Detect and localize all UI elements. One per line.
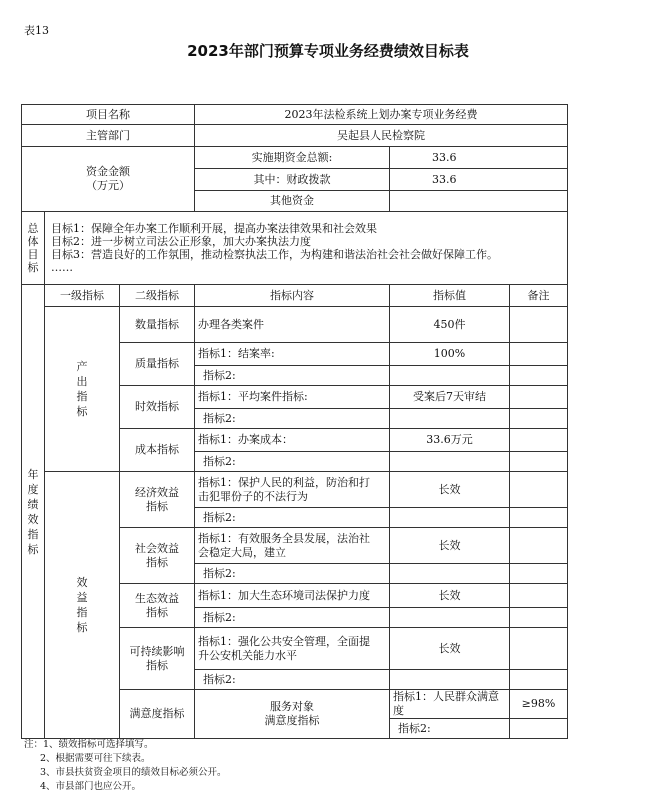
cost-indicator: 成本指标: [120, 429, 195, 472]
goal-line: ……: [51, 261, 73, 274]
cost-note-1: [510, 429, 568, 452]
service-indicator: [195, 690, 390, 739]
quality-value-2: [390, 366, 510, 386]
cost-value-1: 33.6万元: [390, 429, 510, 452]
total-fund-value: 33.6: [390, 147, 568, 169]
timeliness-indicator: 时效指标: [120, 386, 195, 429]
social-value-1: 长效: [390, 528, 510, 564]
page-title: 2023年部门预算专项业务经费绩效目标表: [187, 42, 469, 60]
ecological-name-1: 生态效益: [135, 591, 179, 605]
ecological-value-1: 长效: [390, 584, 510, 608]
service-name-2: 满意度指标: [264, 714, 320, 727]
quantity-note: [510, 307, 568, 343]
cost-note-2: [510, 452, 568, 472]
department-label: 主管部门: [22, 125, 195, 147]
overall-goals-label: [22, 212, 45, 285]
cost-value-2: [390, 452, 510, 472]
footnotes: [24, 738, 227, 794]
table-row: [22, 105, 568, 125]
table-row: [22, 285, 568, 307]
side-char: 指: [27, 527, 39, 541]
footnote-line: 4、市县部门也应公开。: [40, 781, 142, 792]
timeliness-value-2: [390, 409, 510, 429]
fiscal-fund-value: 33.6: [390, 169, 568, 191]
table-row: [22, 212, 568, 285]
ecological-content-1: 指标1：加大生态环境司法保护力度: [195, 584, 390, 608]
sustainable-content-1b: 升公安机关能力水平: [198, 648, 297, 662]
fund-amount-label: [22, 147, 195, 212]
project-name-label: 项目名称: [22, 105, 195, 125]
goal-line: 目标1：保障全年办案工作顺利开展，提高办案法律效果和社会效果: [51, 222, 377, 235]
economic-content-1: [195, 472, 390, 508]
sustainable-indicator: [120, 628, 195, 690]
side-char: 效: [27, 512, 39, 526]
economic-name-1: 经济效益: [135, 485, 179, 499]
benefit-char: 效: [76, 576, 88, 589]
other-fund-value: [390, 191, 568, 212]
social-name-2: 指标: [146, 555, 168, 569]
ecological-note-1: [510, 584, 568, 608]
ecological-value-2: [390, 608, 510, 628]
timeliness-content-2: 指标2:: [195, 409, 390, 429]
cost-content-1: 指标1：办案成本：: [195, 429, 390, 452]
service-value-1: ≥98%: [510, 690, 568, 719]
benefit-char: 益: [76, 591, 88, 604]
timeliness-note-2: [510, 409, 568, 429]
table-row: [22, 307, 568, 343]
output-char: 标: [76, 405, 88, 418]
other-fund-label: 其他资金: [195, 191, 390, 212]
header-level2: 二级指标: [120, 285, 195, 307]
economic-content-1a: 指标1：保护人民的利益，防治和打: [198, 475, 370, 489]
sustainable-name-2: 指标: [146, 658, 168, 672]
goals-char: 目: [27, 248, 39, 261]
goal-line: 目标3：营造良好的工作氛围，推动检察执法工作，为构建和谐法治社会社会做好保障工作。: [51, 248, 498, 261]
fiscal-fund-label: 其中：财政拨款: [195, 169, 390, 191]
ecological-content-2: 指标2:: [195, 608, 390, 628]
benefit-char: 指: [76, 606, 88, 619]
quality-note-1: [510, 343, 568, 366]
quantity-content: 办理各类案件: [195, 307, 390, 343]
ecological-note-2: [510, 608, 568, 628]
goals-char: 标: [27, 261, 39, 274]
service-name-1: 服务对象: [270, 700, 314, 713]
department-value: 吴起县人民检察院: [195, 125, 568, 147]
output-indicators-label: [45, 307, 120, 472]
goal-line: 目标2：进一步树立司法公正形象，加大办案执法力度: [51, 235, 311, 248]
sustainable-value-1: 长效: [390, 628, 510, 670]
quality-indicator: 质量指标: [120, 343, 195, 386]
sustainable-value-2: [390, 670, 510, 690]
quality-content-1: 指标1：结案率:: [195, 343, 390, 366]
sustainable-note-2: [510, 670, 568, 690]
table-number-tag: 表13: [24, 24, 49, 37]
benefit-indicators-label: [45, 472, 120, 739]
table-row: [22, 147, 568, 169]
header-content: 指标内容: [195, 285, 390, 307]
service-content-2: 指标2:: [390, 719, 510, 739]
service-value-2: [510, 719, 568, 739]
social-content-2: 指标2:: [195, 564, 390, 584]
goals-char: 总: [27, 222, 39, 235]
sustainable-content-1: [195, 628, 390, 670]
service-content-1: 指标1：人民群众满意度: [390, 690, 510, 719]
side-char: 标: [27, 542, 39, 556]
quality-value-1: 100%: [390, 343, 510, 366]
output-char: 产: [76, 360, 88, 373]
quantity-indicator: 数量指标: [120, 307, 195, 343]
economic-note-1: [510, 472, 568, 508]
social-note-2: [510, 564, 568, 584]
social-content-1b: 会稳定大局，建立: [198, 545, 286, 559]
economic-value-1: 长效: [390, 472, 510, 508]
satisfaction-indicators-label: 满意度指标: [120, 690, 195, 739]
timeliness-value-1: 受案后7天审结: [390, 386, 510, 409]
footnote-line: 3、市县扶贫资金项目的绩效目标必须公开。: [40, 767, 227, 778]
side-char: 绩: [27, 497, 39, 511]
footnote-line: 2、根据需要可往下续表。: [40, 753, 151, 764]
cost-content-2: 指标2:: [195, 452, 390, 472]
sustainable-content-2: 指标2:: [195, 670, 390, 690]
quantity-value: 450件: [390, 307, 510, 343]
footnote-line: 注：1、绩效指标可选择填写。: [24, 739, 154, 750]
sustainable-name-1: 可持续影响: [129, 644, 185, 658]
economic-indicator: [120, 472, 195, 528]
fund-amount-label-line1: 资金金额: [86, 165, 130, 178]
social-name-1: 社会效益: [135, 541, 179, 555]
fund-amount-label-line2: （万元）: [86, 179, 130, 192]
ecological-indicator: [120, 584, 195, 628]
overall-goals-content: [45, 212, 568, 285]
social-content-1a: 指标1：有效服务全县发展，法治社: [198, 531, 370, 545]
economic-name-2: 指标: [146, 499, 168, 513]
ecological-name-2: 指标: [146, 605, 168, 619]
quality-note-2: [510, 366, 568, 386]
social-value-2: [390, 564, 510, 584]
total-fund-label: 实施期资金总额:: [195, 147, 390, 169]
sustainable-note-1: [510, 628, 568, 670]
table-row: [22, 472, 568, 508]
quality-content-2: 指标2:: [195, 366, 390, 386]
goals-char: 体: [27, 235, 39, 248]
output-char: 指: [76, 390, 88, 403]
timeliness-content-1: 指标1：平均案件指标:: [195, 386, 390, 409]
economic-note-2: [510, 508, 568, 528]
project-name-value: 2023年法检系统上划办案专项业务经费: [195, 105, 568, 125]
economic-content-1b: 击犯罪份子的不法行为: [198, 489, 308, 503]
social-note-1: [510, 528, 568, 564]
social-content-1: [195, 528, 390, 564]
output-char: 出: [76, 375, 88, 388]
economic-content-2: 指标2:: [195, 508, 390, 528]
sustainable-content-1a: 指标1：强化公共安全管理，全面提: [198, 634, 370, 648]
performance-target-table: [21, 104, 568, 739]
header-level1: 一级指标: [45, 285, 120, 307]
header-value: 指标值: [390, 285, 510, 307]
side-char: 度: [27, 482, 39, 496]
side-char: 年: [27, 467, 39, 481]
annual-performance-label: [22, 285, 45, 739]
economic-value-2: [390, 508, 510, 528]
timeliness-note-1: [510, 386, 568, 409]
table-row: [22, 125, 568, 147]
benefit-char: 标: [76, 621, 88, 634]
social-indicator: [120, 528, 195, 584]
header-note: 备注: [510, 285, 568, 307]
